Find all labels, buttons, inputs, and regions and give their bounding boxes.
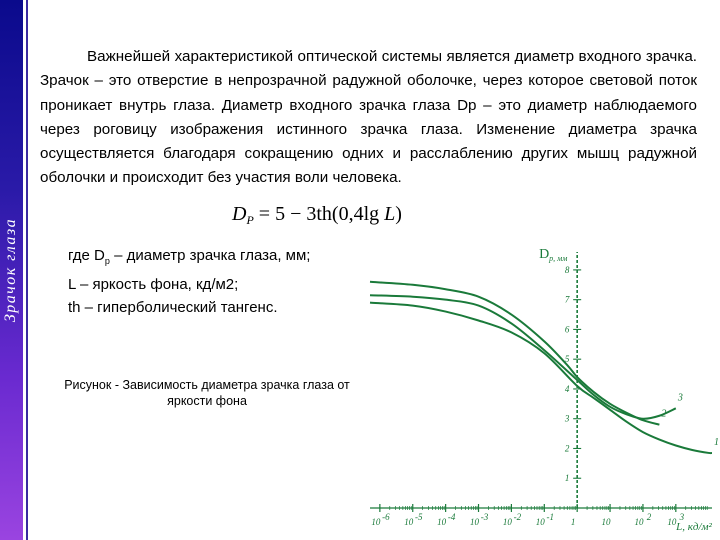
x-tick-label: 10	[502, 517, 512, 527]
y-tick-label: 8	[564, 264, 570, 275]
y-tick-label: 2	[564, 443, 570, 454]
x-tick-label-exponent: 3	[679, 512, 685, 522]
sidebar-title	[0, 190, 23, 350]
x-tick-label: 10	[601, 517, 611, 527]
legend-line-dp	[68, 244, 310, 273]
x-tick-label: 10	[535, 517, 545, 527]
y-tick-label: 1	[564, 473, 570, 484]
legend-line-l: L – яркость фона, кд/м2;	[68, 276, 239, 293]
legend-dp-prefix: где D	[68, 247, 105, 264]
series-curve-2	[370, 282, 659, 425]
y-axis-title-unit: р, мм	[549, 254, 568, 263]
series-label-1: 1	[714, 436, 719, 448]
formula-arg-prefix: (0,4lg	[331, 203, 385, 225]
x-tick-label: 10	[634, 517, 644, 527]
sidebar-title-text: Зрачок глаза	[2, 217, 19, 323]
series-curve-3	[370, 295, 676, 419]
x-tick-label-exponent: -5	[415, 512, 423, 522]
formula-rhs: = 5 − 3th	[258, 203, 332, 225]
y-axis-title: D	[539, 247, 550, 262]
series-label-3: 3	[677, 392, 683, 404]
figure-caption: Рисунок - Зависимость диаметра зрачка глаза от яркости фона	[64, 378, 350, 408]
intro-paragraph: Важнейшей характеристикой оптической системы является диаметр входного зрачка. Зрачок – это отверстие в непрозрачной радужной оболочке, через которое световой поток проникает внутрь глаза. Диаметр входного зрачка глаза Dр – это диаметр наблюдаемого через роговицу изображения истинного зрачка глаза. Изменение диаметра зрачка осуществляется благодаря сокращению одних и расслаблению других мышц радужной оболочки и происходит без участия воли человека.	[40, 48, 697, 187]
x-tick-label-exponent: -2	[513, 512, 522, 522]
y-tick-label: 7	[564, 294, 570, 305]
y-tick-label: 3	[564, 413, 570, 424]
chart-axes	[370, 252, 712, 512]
y-tick-label: 5	[564, 354, 570, 365]
series-label-2: 2	[661, 408, 667, 420]
x-tick-label: 1	[570, 517, 576, 527]
formula-arg-suffix: )	[395, 203, 402, 225]
y-tick-label: 4	[564, 383, 570, 394]
legend-dp-suffix: – диаметр зрачка глаза, мм;	[109, 247, 311, 264]
x-tick-label-exponent: 2	[646, 512, 652, 522]
legend-line-th: th – гиперболический тангенс.	[68, 299, 278, 316]
chart-labels	[371, 247, 719, 533]
x-tick-label: 10	[437, 517, 447, 527]
x-tick-label-exponent: -1	[546, 512, 555, 522]
x-tick-label: 10	[667, 517, 677, 527]
sidebar-divider	[26, 0, 28, 540]
y-tick-label: 6	[564, 324, 570, 335]
pupil-diameter-chart	[360, 240, 720, 536]
formula-arg-var: L	[384, 203, 396, 225]
pupil-formula	[232, 203, 402, 228]
legend-dp-sub: р	[104, 256, 110, 266]
x-tick-label: 10	[404, 517, 414, 527]
formula-lhs: D	[232, 203, 247, 225]
formula-legend	[68, 244, 310, 319]
x-tick-label-exponent: -3	[480, 512, 489, 522]
x-tick-label-exponent: -6	[382, 512, 390, 522]
x-tick-label: 10	[470, 517, 480, 527]
formula-lhs-sub: P	[246, 213, 254, 227]
x-tick-label-exponent: -4	[447, 512, 456, 522]
x-tick-label: 10	[371, 517, 381, 527]
sidebar-band	[0, 0, 23, 540]
x-axis-title: L, кд/м²	[676, 521, 712, 533]
chart-series	[370, 282, 712, 453]
series-curve-1	[370, 303, 712, 454]
